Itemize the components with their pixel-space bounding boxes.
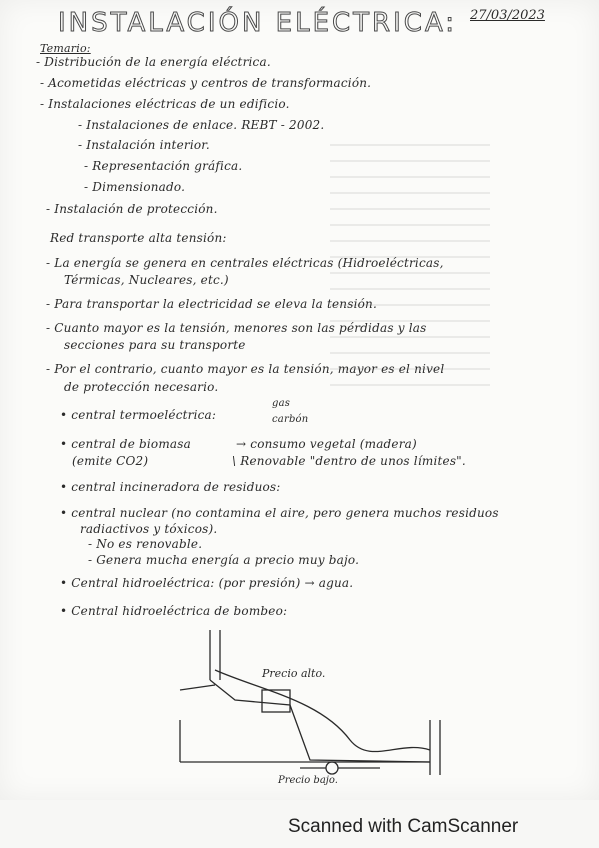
biomasa-consumo: → consumo vegetal (madera): [236, 437, 417, 451]
temario-item: - Representación gráfica.: [84, 159, 243, 173]
bullet-line: - Por el contrario, cuanto mayor es la tensión, mayor es el nivel: [46, 362, 445, 376]
nuclear-line: - No es renovable.: [88, 537, 203, 551]
label-price-low: Precio bajo.: [278, 775, 338, 786]
page-title: INSTALACIÓN ELÉCTRICA:: [58, 8, 458, 38]
incineradora: • central incineradora de residuos:: [60, 480, 281, 494]
bullet-line: - Cuanto mayor es la tensión, menores son las pérdidas y las: [46, 321, 427, 335]
biomasa-emite: (emite CO2): [72, 454, 149, 468]
bullet-line: secciones para su transporte: [64, 338, 246, 352]
biomasa-label: • central de biomasa: [60, 437, 191, 451]
temario-item: - Instalación de protección.: [46, 202, 218, 216]
termo-label: • central termoeléctrica:: [60, 408, 217, 422]
temario-item: - Acometidas eléctricas y centros de transformación.: [40, 76, 372, 90]
scanner-watermark: Scanned with CamScanner: [288, 816, 519, 837]
bombeo-line: • Central hidroeléctrica de bombeo:: [60, 604, 288, 618]
bullet-line: - Para transportar la electricidad se eleva la tensión.: [46, 297, 377, 311]
bullet-line: - La energía se genera en centrales eléctricas (Hidroeléctricas,: [46, 256, 444, 270]
terrain-line: [210, 680, 430, 762]
temario-item: - Dimensionado.: [84, 180, 186, 194]
nuclear-line: radiactivos y tóxicos).: [80, 522, 218, 536]
pump-turbine: [326, 762, 338, 774]
bullet-line: de protección necesario.: [64, 380, 219, 394]
bullet-line: Térmicas, Nucleares, etc.): [64, 273, 229, 287]
temario-label: Temario:: [40, 42, 91, 55]
termo-option-carbon: carbón: [272, 414, 309, 425]
temario-item: - Distribución de la energía eléctrica.: [36, 55, 271, 69]
temario-item: - Instalación interior.: [78, 138, 210, 152]
date: 27/03/2023: [470, 8, 545, 23]
hidro-line: • Central hidroeléctrica: (por presión) → agua.: [60, 576, 354, 590]
nuclear-line: - Genera mucha energía a precio muy bajo.: [88, 553, 360, 567]
label-price-high: Precio alto.: [262, 667, 326, 680]
temario-item: - Instalaciones eléctricas de un edificio.: [40, 97, 290, 111]
water-pipe: [215, 670, 430, 752]
temario-item: - Instalaciones de enlace. REBT - 2002.: [78, 118, 325, 132]
section-heading: Red transporte alta tensión:: [50, 231, 227, 245]
nuclear-line: • central nuclear (no contamina el aire, pero genera muchos residuos: [60, 506, 499, 520]
termo-option-gas: gas: [272, 398, 291, 409]
biomasa-renovable: \ Renovable "dentro de unos límites".: [232, 454, 466, 468]
